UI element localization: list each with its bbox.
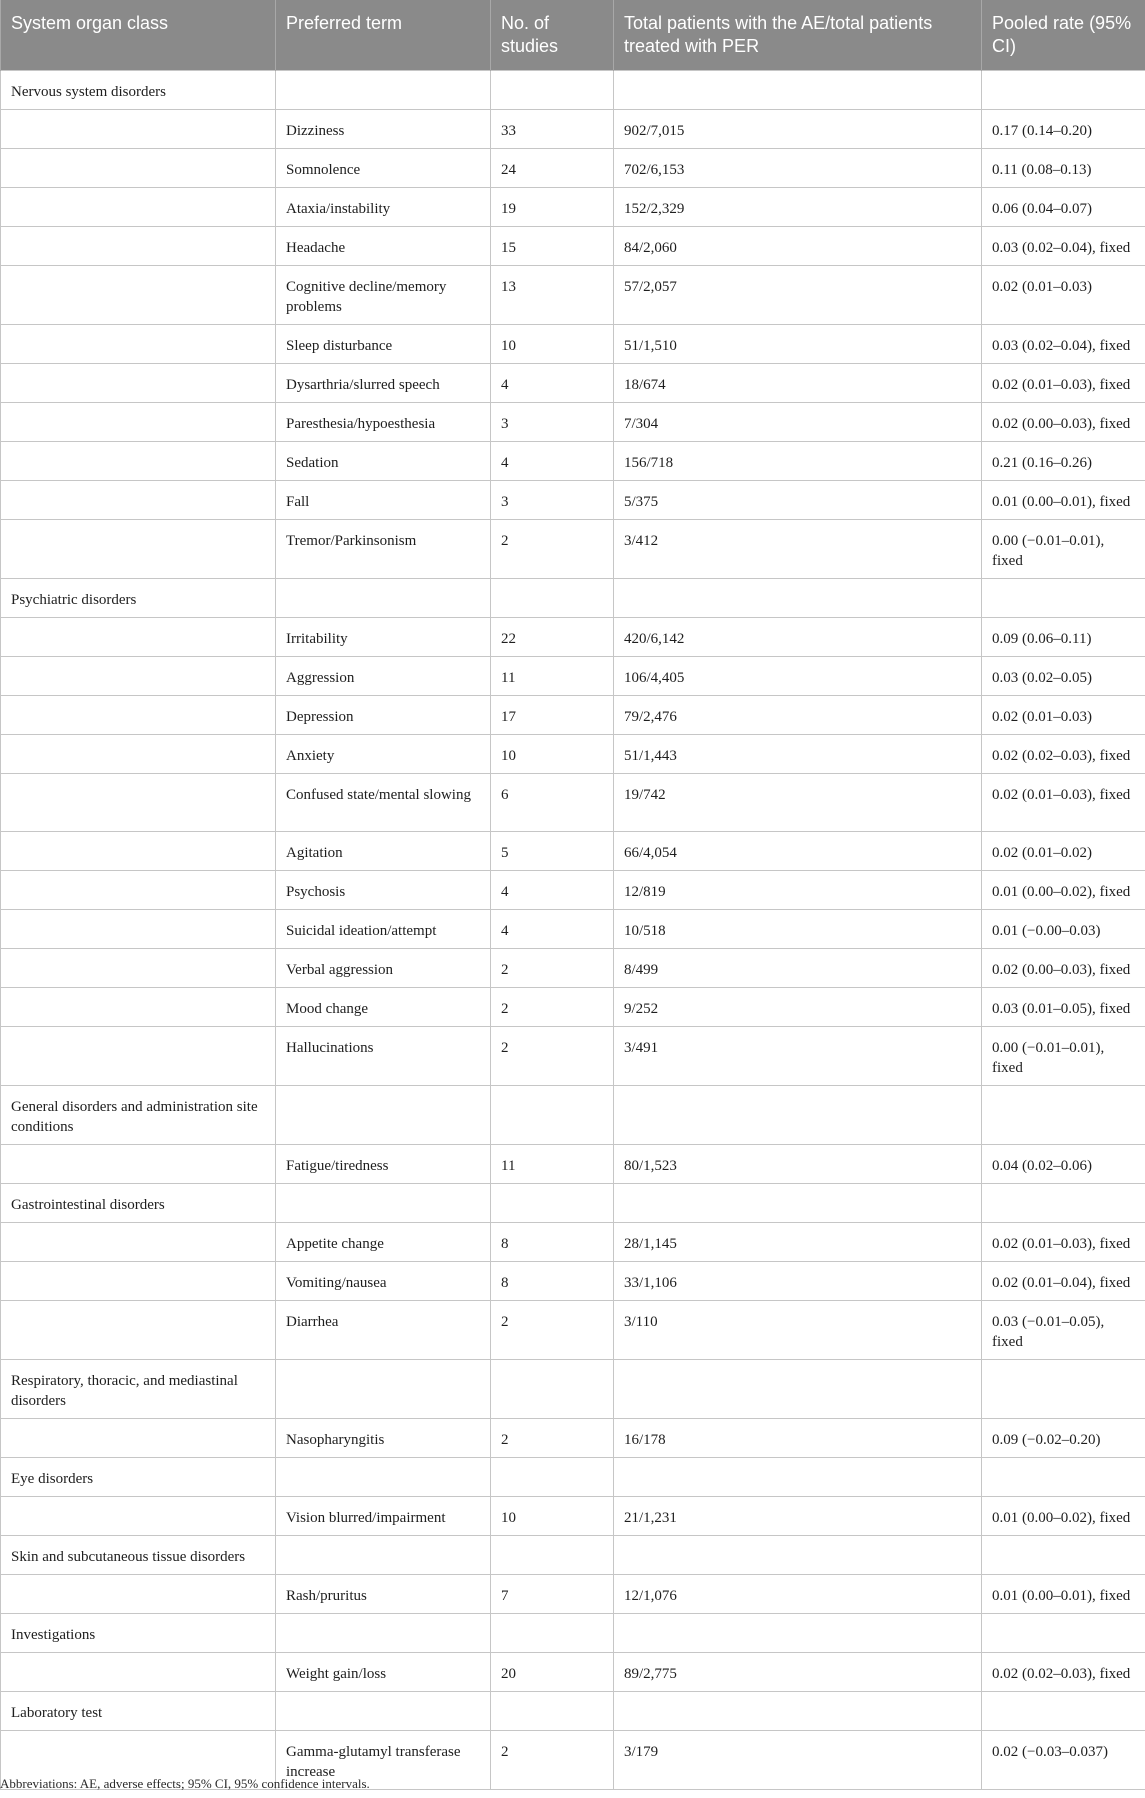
cell-preferred-term: Suicidal ideation/attempt [276,910,491,949]
table-row [1,1262,1145,1301]
cell-no-of-studies [491,1536,614,1575]
cell-no-of-studies [491,1086,614,1145]
cell-preferred-term: Agitation [276,832,491,871]
table-row [1,1223,1145,1262]
cell-total-patients [614,1536,982,1575]
table-row [1,657,1145,696]
cell-system-organ-class: Laboratory test [1,1692,276,1731]
cell-total-patients: 10/518 [614,910,982,949]
cell-total-patients: 420/6,142 [614,618,982,657]
table-row [1,520,1145,579]
cell-preferred-term: Anxiety [276,735,491,774]
cell-preferred-term: Fatigue/tiredness [276,1145,491,1184]
cell-pooled-rate: 0.06 (0.04–0.07) [982,188,1145,227]
table-row [1,910,1145,949]
cell-no-of-studies: 24 [491,149,614,188]
cell-total-patients: 89/2,775 [614,1653,982,1692]
table-row [1,442,1145,481]
cell-system-organ-class: Investigations [1,1614,276,1653]
table-row [1,149,1145,188]
cell-no-of-studies: 4 [491,442,614,481]
header-pooled-rate: Pooled rate (95% CI) [982,0,1145,71]
cell-preferred-term: Confused state/mental slowing [276,774,491,832]
cell-total-patients: 12/1,076 [614,1575,982,1614]
cell-preferred-term [276,71,491,110]
cell-total-patients [614,1692,982,1731]
table-row-organ-class [1,1536,1145,1575]
cell-preferred-term: Sleep disturbance [276,325,491,364]
cell-system-organ-class [1,481,276,520]
cell-preferred-term [276,1458,491,1497]
cell-preferred-term: Dizziness [276,110,491,149]
cell-pooled-rate: 0.02 (0.02–0.03), fixed [982,1653,1145,1692]
cell-pooled-rate [982,1360,1145,1419]
cell-pooled-rate [982,1458,1145,1497]
table-row [1,1027,1145,1086]
cell-total-patients [614,579,982,618]
cell-pooled-rate: 0.02 (0.02–0.03), fixed [982,735,1145,774]
table-row [1,110,1145,149]
cell-no-of-studies: 3 [491,403,614,442]
cell-system-organ-class [1,696,276,735]
cell-preferred-term: Verbal aggression [276,949,491,988]
cell-system-organ-class [1,110,276,149]
cell-pooled-rate: 0.03 (0.02–0.04), fixed [982,325,1145,364]
cell-total-patients: 18/674 [614,364,982,403]
cell-pooled-rate: 0.00 (−0.01–0.01), fixed [982,520,1145,579]
cell-system-organ-class [1,520,276,579]
cell-preferred-term: Cognitive decline/memory problems [276,266,491,325]
cell-total-patients: 9/252 [614,988,982,1027]
cell-no-of-studies: 13 [491,266,614,325]
table-row [1,774,1145,832]
cell-total-patients: 79/2,476 [614,696,982,735]
cell-preferred-term: Tremor/Parkinsonism [276,520,491,579]
cell-total-patients: 3/491 [614,1027,982,1086]
table-row [1,403,1145,442]
cell-preferred-term: Gamma-glutamyl transferase increase [276,1731,491,1790]
cell-no-of-studies: 2 [491,1301,614,1360]
cell-no-of-studies: 2 [491,988,614,1027]
table-header [1,0,1145,71]
cell-total-patients: 12/819 [614,871,982,910]
cell-preferred-term: Dysarthria/slurred speech [276,364,491,403]
cell-no-of-studies: 19 [491,188,614,227]
cell-pooled-rate: 0.01 (−0.00–0.03) [982,910,1145,949]
table-row [1,1145,1145,1184]
cell-total-patients: 3/110 [614,1301,982,1360]
cell-preferred-term: Nasopharyngitis [276,1419,491,1458]
cell-total-patients: 5/375 [614,481,982,520]
cell-system-organ-class: Respiratory, thoracic, and mediastinal disorders [1,1360,276,1419]
cell-total-patients [614,1184,982,1223]
cell-no-of-studies [491,1614,614,1653]
cell-system-organ-class: Skin and subcutaneous tissue disorders [1,1536,276,1575]
cell-no-of-studies: 17 [491,696,614,735]
cell-pooled-rate: 0.01 (0.00–0.01), fixed [982,481,1145,520]
table-row [1,1575,1145,1614]
cell-preferred-term: Fall [276,481,491,520]
table-row-organ-class [1,579,1145,618]
table-row [1,871,1145,910]
header-total-patients: Total patients with the AE/total patients treated with PER [614,0,982,71]
cell-system-organ-class [1,403,276,442]
cell-pooled-rate: 0.03 (0.01–0.05), fixed [982,988,1145,1027]
cell-preferred-term [276,579,491,618]
cell-pooled-rate: 0.02 (0.01–0.03), fixed [982,364,1145,403]
cell-no-of-studies [491,579,614,618]
cell-pooled-rate: 0.02 (0.00–0.03), fixed [982,949,1145,988]
table-row [1,1653,1145,1692]
cell-total-patients [614,1086,982,1145]
cell-no-of-studies: 2 [491,520,614,579]
cell-system-organ-class [1,1301,276,1360]
cell-preferred-term [276,1614,491,1653]
cell-pooled-rate: 0.00 (−0.01–0.01), fixed [982,1027,1145,1086]
cell-pooled-rate: 0.02 (0.00–0.03), fixed [982,403,1145,442]
cell-system-organ-class [1,227,276,266]
cell-pooled-rate [982,1184,1145,1223]
cell-no-of-studies: 3 [491,481,614,520]
cell-total-patients: 902/7,015 [614,110,982,149]
table-row [1,227,1145,266]
cell-total-patients: 7/304 [614,403,982,442]
cell-no-of-studies: 4 [491,364,614,403]
table-row-organ-class [1,71,1145,110]
cell-system-organ-class [1,1027,276,1086]
cell-pooled-rate: 0.02 (0.01–0.03), fixed [982,774,1145,832]
cell-system-organ-class: Gastrointestinal disorders [1,1184,276,1223]
cell-no-of-studies: 10 [491,325,614,364]
cell-system-organ-class [1,1145,276,1184]
cell-system-organ-class [1,1223,276,1262]
cell-no-of-studies: 15 [491,227,614,266]
cell-no-of-studies [491,1360,614,1419]
cell-no-of-studies: 33 [491,110,614,149]
cell-total-patients: 702/6,153 [614,149,982,188]
cell-pooled-rate: 0.02 (0.01–0.02) [982,832,1145,871]
header-preferred-term: Preferred term [276,0,491,71]
table-row [1,696,1145,735]
table-row [1,325,1145,364]
cell-system-organ-class [1,266,276,325]
cell-total-patients: 3/179 [614,1731,982,1790]
table-row-organ-class [1,1614,1145,1653]
cell-pooled-rate: 0.01 (0.00–0.02), fixed [982,1497,1145,1536]
cell-system-organ-class [1,735,276,774]
cell-pooled-rate [982,71,1145,110]
cell-no-of-studies: 11 [491,657,614,696]
cell-system-organ-class: General disorders and administration site conditions [1,1086,276,1145]
cell-no-of-studies [491,1184,614,1223]
cell-total-patients [614,1458,982,1497]
cell-preferred-term: Sedation [276,442,491,481]
cell-system-organ-class [1,149,276,188]
cell-pooled-rate: 0.02 (0.01–0.04), fixed [982,1262,1145,1301]
cell-total-patients: 84/2,060 [614,227,982,266]
cell-no-of-studies: 2 [491,1027,614,1086]
cell-pooled-rate: 0.03 (0.02–0.04), fixed [982,227,1145,266]
cell-preferred-term: Paresthesia/hypoesthesia [276,403,491,442]
cell-pooled-rate: 0.03 (0.02–0.05) [982,657,1145,696]
table-row [1,949,1145,988]
cell-system-organ-class [1,774,276,832]
cell-preferred-term [276,1536,491,1575]
cell-pooled-rate [982,1086,1145,1145]
cell-total-patients: 80/1,523 [614,1145,982,1184]
cell-system-organ-class [1,442,276,481]
table-footnote: Abbreviations: AE, adverse effects; 95% CI, 95% confidence intervals. [0,1776,370,1791]
cell-system-organ-class [1,657,276,696]
table-row [1,988,1145,1027]
cell-preferred-term: Aggression [276,657,491,696]
table-row-organ-class [1,1692,1145,1731]
cell-system-organ-class [1,832,276,871]
table-row [1,364,1145,403]
cell-system-organ-class [1,1653,276,1692]
cell-preferred-term: Headache [276,227,491,266]
cell-pooled-rate: 0.01 (0.00–0.02), fixed [982,871,1145,910]
cell-preferred-term: Vomiting/nausea [276,1262,491,1301]
cell-total-patients: 33/1,106 [614,1262,982,1301]
cell-system-organ-class [1,188,276,227]
cell-preferred-term: Weight gain/loss [276,1653,491,1692]
cell-system-organ-class [1,364,276,403]
cell-preferred-term: Diarrhea [276,1301,491,1360]
table-row [1,735,1145,774]
cell-preferred-term: Appetite change [276,1223,491,1262]
cell-system-organ-class [1,871,276,910]
cell-system-organ-class: Psychiatric disorders [1,579,276,618]
cell-no-of-studies [491,1692,614,1731]
table-row-organ-class [1,1458,1145,1497]
cell-no-of-studies: 20 [491,1653,614,1692]
table-row [1,832,1145,871]
cell-pooled-rate [982,1692,1145,1731]
cell-no-of-studies [491,71,614,110]
cell-pooled-rate: 0.11 (0.08–0.13) [982,149,1145,188]
cell-no-of-studies: 10 [491,735,614,774]
cell-pooled-rate [982,579,1145,618]
table-body [1,71,1145,1790]
cell-pooled-rate: 0.21 (0.16–0.26) [982,442,1145,481]
cell-system-organ-class [1,618,276,657]
cell-pooled-rate: 0.02 (0.01–0.03), fixed [982,1223,1145,1262]
cell-preferred-term [276,1360,491,1419]
cell-no-of-studies: 8 [491,1262,614,1301]
cell-pooled-rate: 0.01 (0.00–0.01), fixed [982,1575,1145,1614]
cell-no-of-studies: 2 [491,1731,614,1790]
cell-preferred-term: Vision blurred/impairment [276,1497,491,1536]
cell-total-patients [614,71,982,110]
cell-preferred-term: Irritability [276,618,491,657]
header-row [1,0,1145,71]
table-row-organ-class [1,1184,1145,1223]
header-system-organ-class: System organ class [1,0,276,71]
cell-no-of-studies: 8 [491,1223,614,1262]
cell-system-organ-class [1,1575,276,1614]
cell-pooled-rate: 0.09 (−0.02–0.20) [982,1419,1145,1458]
cell-total-patients: 51/1,443 [614,735,982,774]
table-row-organ-class [1,1360,1145,1419]
cell-pooled-rate: 0.09 (0.06–0.11) [982,618,1145,657]
cell-system-organ-class [1,1497,276,1536]
cell-system-organ-class: Eye disorders [1,1458,276,1497]
cell-total-patients: 3/412 [614,520,982,579]
cell-pooled-rate: 0.02 (−0.03–0.037) [982,1731,1145,1790]
cell-system-organ-class [1,949,276,988]
table-row-organ-class [1,1086,1145,1145]
table-row [1,1301,1145,1360]
cell-system-organ-class [1,1262,276,1301]
table-row [1,618,1145,657]
cell-no-of-studies: 6 [491,774,614,832]
cell-preferred-term: Psychosis [276,871,491,910]
cell-total-patients: 156/718 [614,442,982,481]
cell-total-patients: 152/2,329 [614,188,982,227]
cell-pooled-rate: 0.02 (0.01–0.03) [982,266,1145,325]
cell-no-of-studies: 11 [491,1145,614,1184]
header-no-of-studies: No. of studies [491,0,614,71]
cell-no-of-studies: 4 [491,871,614,910]
cell-system-organ-class [1,325,276,364]
table-row [1,188,1145,227]
cell-preferred-term: Hallucinations [276,1027,491,1086]
cell-total-patients: 51/1,510 [614,325,982,364]
cell-total-patients: 66/4,054 [614,832,982,871]
cell-total-patients [614,1360,982,1419]
cell-preferred-term: Mood change [276,988,491,1027]
cell-pooled-rate [982,1536,1145,1575]
cell-pooled-rate: 0.03 (−0.01–0.05), fixed [982,1301,1145,1360]
cell-no-of-studies: 22 [491,618,614,657]
cell-system-organ-class [1,910,276,949]
cell-preferred-term [276,1692,491,1731]
cell-total-patients [614,1614,982,1653]
table-row [1,481,1145,520]
cell-pooled-rate [982,1614,1145,1653]
cell-no-of-studies: 4 [491,910,614,949]
cell-no-of-studies: 2 [491,949,614,988]
cell-system-organ-class: Nervous system disorders [1,71,276,110]
cell-system-organ-class [1,1419,276,1458]
cell-pooled-rate: 0.04 (0.02–0.06) [982,1145,1145,1184]
table-row [1,1497,1145,1536]
cell-no-of-studies: 5 [491,832,614,871]
cell-no-of-studies [491,1458,614,1497]
cell-total-patients: 8/499 [614,949,982,988]
cell-no-of-studies: 7 [491,1575,614,1614]
cell-total-patients: 57/2,057 [614,266,982,325]
cell-total-patients: 19/742 [614,774,982,832]
cell-system-organ-class [1,988,276,1027]
cell-total-patients: 28/1,145 [614,1223,982,1262]
cell-preferred-term [276,1086,491,1145]
cell-pooled-rate: 0.02 (0.01–0.03) [982,696,1145,735]
cell-no-of-studies: 10 [491,1497,614,1536]
cell-total-patients: 21/1,231 [614,1497,982,1536]
cell-no-of-studies: 2 [491,1419,614,1458]
cell-preferred-term [276,1184,491,1223]
table-row [1,1419,1145,1458]
cell-pooled-rate: 0.17 (0.14–0.20) [982,110,1145,149]
cell-preferred-term: Somnolence [276,149,491,188]
cell-preferred-term: Rash/pruritus [276,1575,491,1614]
cell-preferred-term: Depression [276,696,491,735]
cell-total-patients: 106/4,405 [614,657,982,696]
table-row [1,266,1145,325]
cell-total-patients: 16/178 [614,1419,982,1458]
cell-preferred-term: Ataxia/instability [276,188,491,227]
